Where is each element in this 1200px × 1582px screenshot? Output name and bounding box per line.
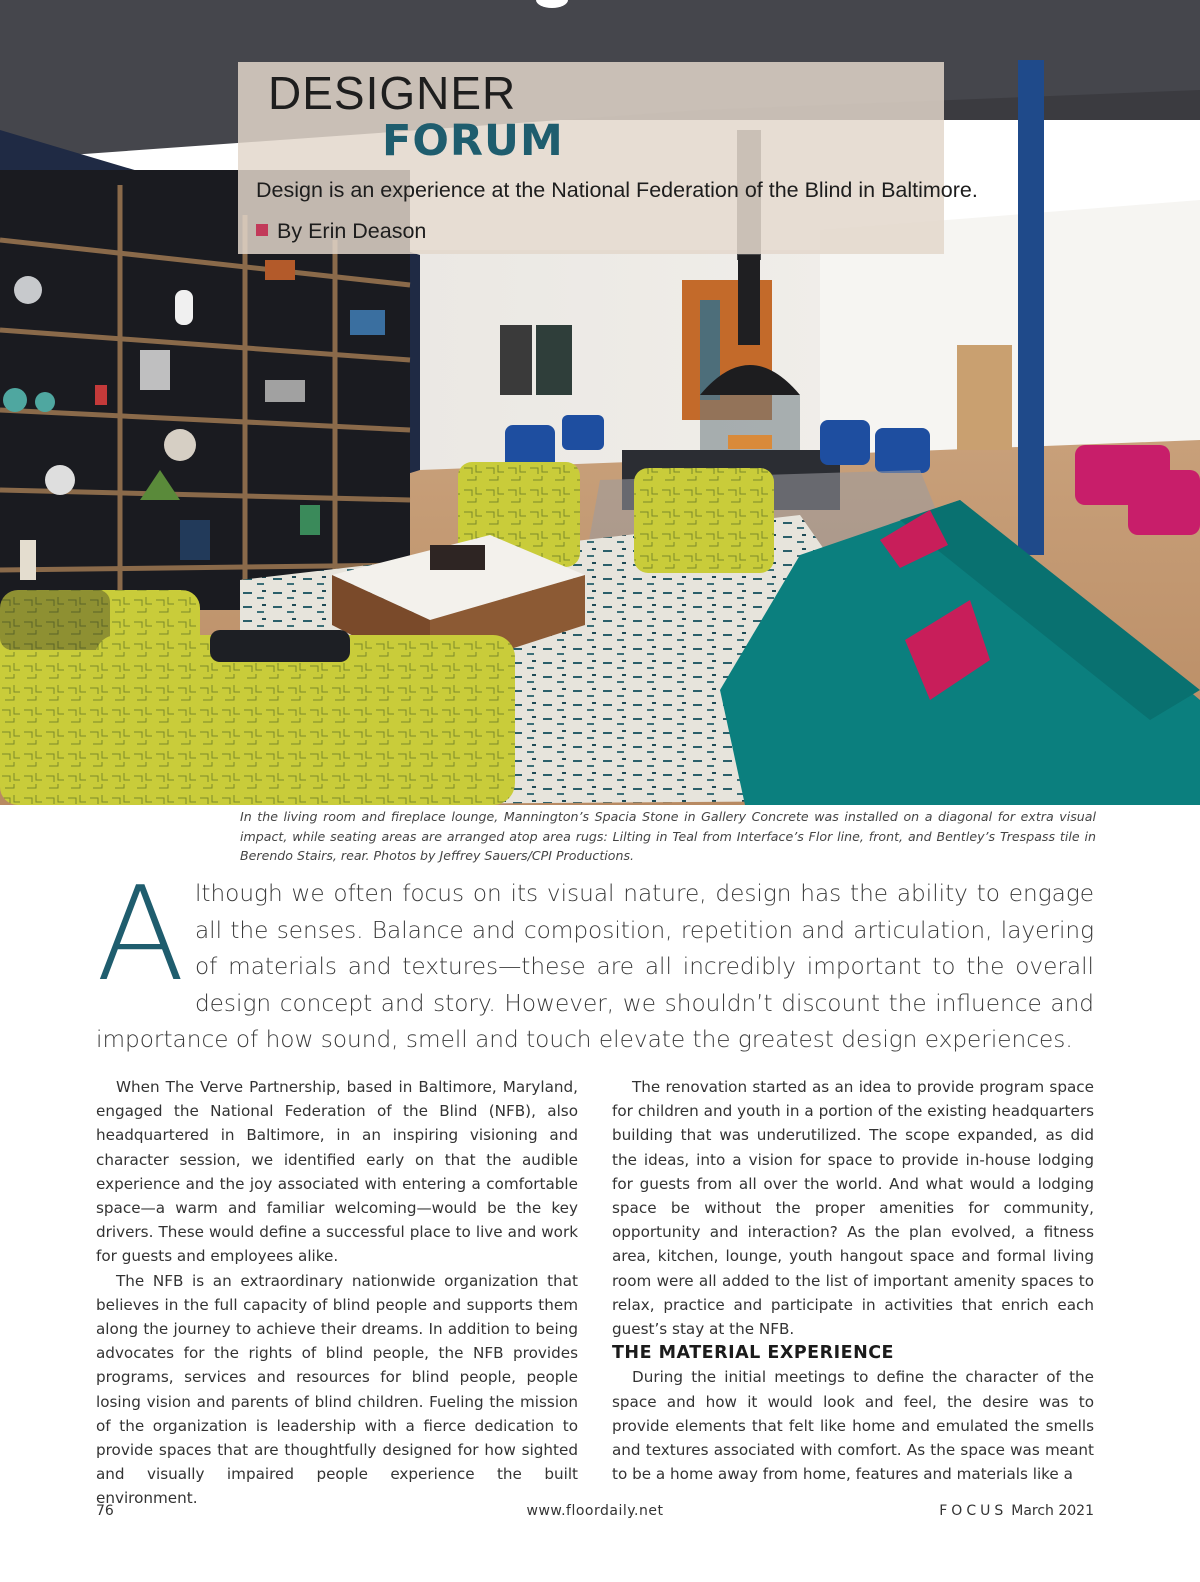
drop-cap: A	[96, 858, 185, 1010]
issue-date: March 2021	[1011, 1503, 1094, 1519]
body-paragraph: When The Verve Partnership, based in Baltimore, Maryland, engaged the National Federation of the Blind (NFB), also headquartered in Baltimore, in an inspiring visioning and character session, we identified early on that the audible experience and the joy associated with entering a comfortable space—a warm and familiar welcoming—would be the key drivers. These would define a successful place to live and work for guests and employees alike.	[96, 1078, 578, 1266]
bullet-square-icon	[256, 224, 268, 236]
lead-paragraph	[96, 858, 1094, 1059]
lead-text: lthough we often focus on its visual nature, design has the ability to engage all the senses. Balance and composition, repetition and articulation, layering of materials and textures—these are all incredibly important to the overall design concept and story. However, we shouldn’t discount the influence and importance of how sound, smell and touch elevate the greatest design experiences.	[96, 880, 1094, 1053]
section-title-forum: FORUM	[382, 116, 564, 166]
byline-text: By Erin Deason	[277, 219, 427, 243]
byline	[256, 219, 426, 244]
body-column-left	[96, 1075, 578, 1511]
section-title-designer: DESIGNER	[268, 67, 517, 119]
article-subtitle: Design is an experience at the National Federation of the Blind in Baltimore.	[256, 178, 978, 202]
magazine-name: FOCUS	[939, 1503, 1008, 1519]
page-footer	[96, 1503, 1094, 1525]
section-heading: THE MATERIAL EXPERIENCE	[612, 1343, 895, 1364]
photo-caption: In the living room and fireplace lounge, Mannington’s Spacia Stone in Gallery Concrete was installed on a diagonal for extra visual impact, while seating areas are arranged atop area rugs: Lilting in Teal from Interface’s Flor line, front, and Bentley’s Trespass tile in Berendo Stairs, rear. Photos by Jeffrey Sauers/CPI Productions.	[240, 809, 1096, 863]
body-column-right	[612, 1075, 1094, 1486]
page-number: 76	[96, 1503, 114, 1519]
body-paragraph: The NFB is an extraordinary nationwide organization that believes in the full capacity of blind people and supports them along the journey to achieve their dreams. In addition to being advocates for the rights of blind people, the NFB provides programs, services and resources for blind people, people losing vision and parents of blind children. Fueling the mission of the organization is leadership with a fierce dedication to provide spaces that are thoughtfully designed for how sighted and visually impaired people experience the built environment.	[96, 1271, 578, 1508]
website-link[interactable]: www.floordaily.net	[526, 1503, 664, 1519]
body-paragraph: The renovation started as an idea to provide program space for children and youth in a portion of the existing headquarters building that was underutilized. The scope expanded, as did the ideas, into a vision for space to provide in-house lodging for guests from all over the world. And what would a lodging space be without the proper amenities for community, opportunity and interaction? As the plan evolved, a fitness area, kitchen, lounge, youth hangout space and formal living room were all added to the list of important amenity spaces to relax, practice and participate in activities that enrich each guest’s stay at the NFB.	[612, 1078, 1094, 1339]
article-header	[238, 62, 978, 254]
body-paragraph: During the initial meetings to define the character of the space and how it would look and feel, the desire was to provide elements that felt like home and emulated the smells and textures associated with comfort. As the space was meant to be a home away from home, features and materials like a	[612, 1368, 1094, 1484]
issue-label	[939, 1503, 1094, 1519]
